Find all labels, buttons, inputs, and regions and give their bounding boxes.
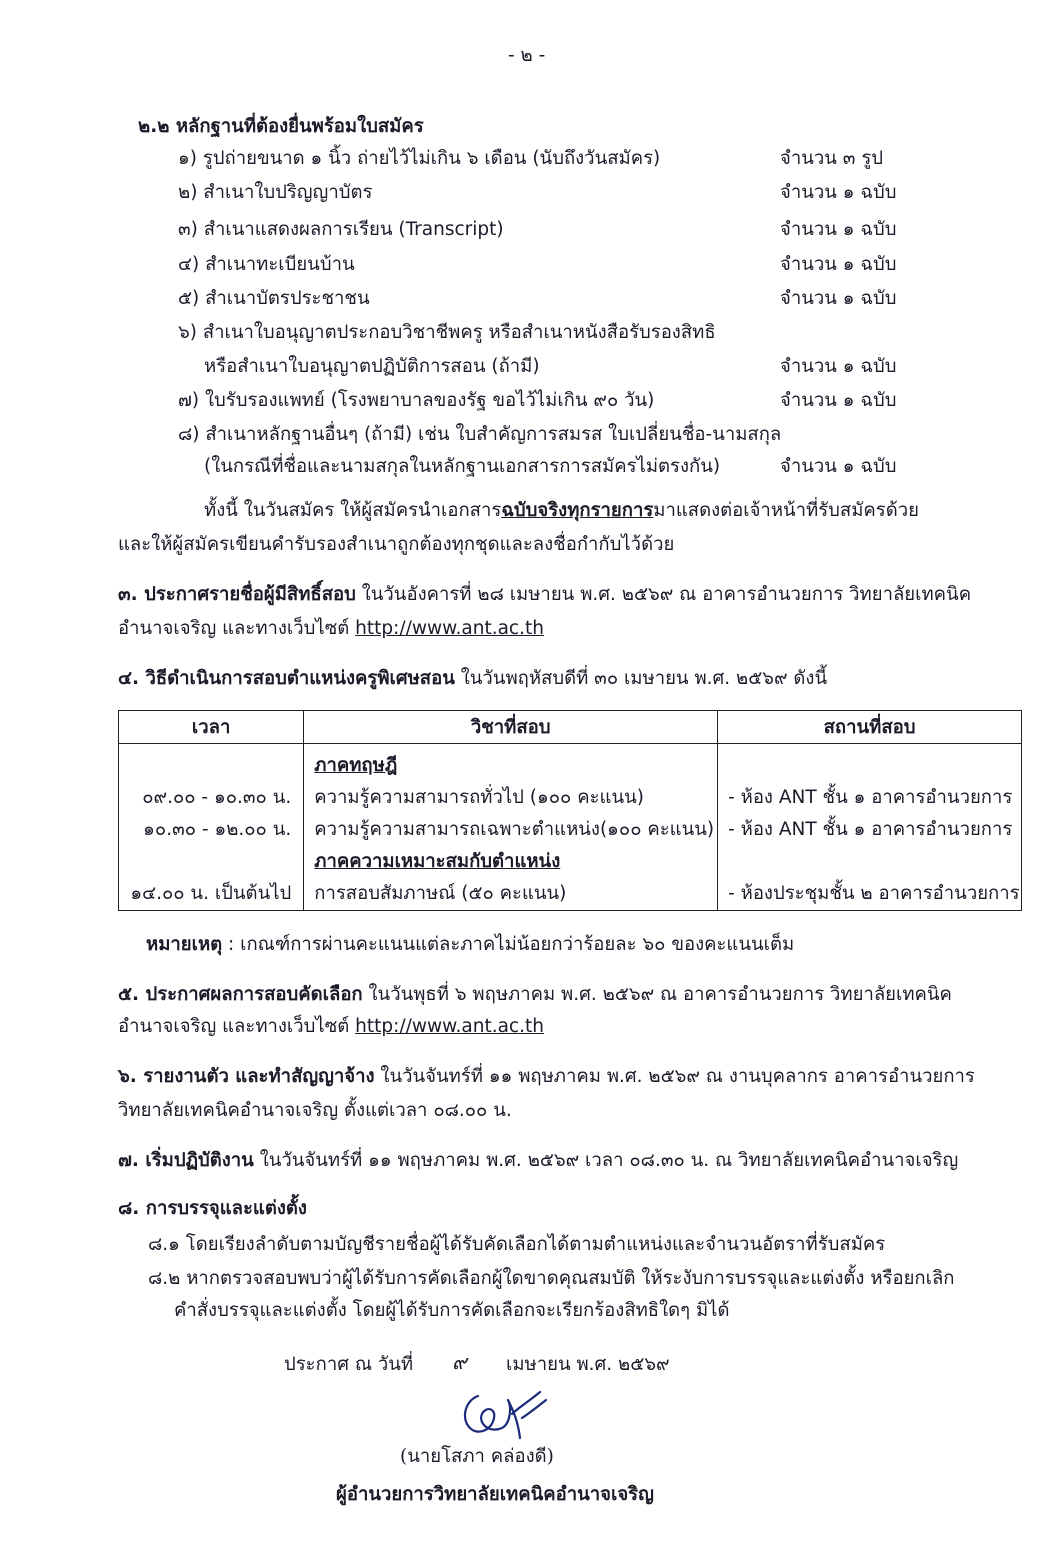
list-item: ๕) สำเนาบัตรประชาชน [178,288,370,309]
section-4-text: ในวันพฤหัสบดีที่ ๓๐ เมษายน พ.ศ. ๒๕๖๙ ดังนี้ [454,668,828,689]
place-cell [718,744,1022,911]
document-note-line2: และให้ผู้สมัครเขียนคำรับรองสำเนาถูกต้องทุกชุดและลงชื่อกำกับไว้ด้วย [118,534,675,555]
list-item: ๗) ใบรับรองแพทย์ (โรงพยาบาลของรัฐ ขอไว้ไม่เกิน ๙๐ วัน) [178,390,655,411]
remark [146,936,794,955]
section-3-line2 [118,620,544,639]
list-item-line2: หรือสำเนาใบอนุญาตปฏิบัติการสอน (ถ้ามี) [204,356,540,377]
list-item-qty: จำนวน ๓ รูป [780,148,883,169]
table-header-row [119,711,1022,744]
remark-text: : เกณฑ์การผ่านคะแนนแต่ละภาคไม่น้อยกว่าร้อยละ ๖๐ ของคะแนนเต็ม [222,934,795,955]
list-item: ๓) สำเนาแสดงผลการเรียน (Transcript) [178,219,504,240]
section-6-text: ในวันจันทร์ที่ ๑๑ พฤษภาคม พ.ศ. ๒๕๖๙ ณ งานบุคลากร อาคารอำนวยการ [374,1066,975,1087]
list-item-qty: จำนวน ๑ ฉบับ [780,254,897,275]
section-8-heading: ๘. การบรรจุและแต่งตั้ง [118,1198,307,1219]
list-item: ๑) รูปถ่ายขนาด ๑ นิ้ว ถ่ายไว้ไม่เกิน ๖ เดือน (นับถึงวันสมัคร) [178,148,661,169]
section-3 [118,586,971,605]
list-item-qty: จำนวน ๑ ฉบับ [780,219,897,240]
section-2-2-heading: ๒.๒ หลักฐานที่ต้องยื่นพร้อมใบสมัคร [138,116,424,137]
section-5-heading: ๕. ประกาศผลการสอบคัดเลือก [118,984,363,1005]
section-8-item-2-line2: คำสั่งบรรจุและแต่งตั้ง โดยผู้ได้รับการคัดเลือกจะเรียกร้องสิทธิใดๆ มิได้ [174,1300,730,1321]
section-3-text: อำนาจเจริญ และทางเว็บไซต์ [118,618,356,639]
section-7-heading: ๗. เริ่มปฏิบัติงาน [118,1150,254,1171]
list-item: ๔) สำเนาทะเบียนบ้าน [178,254,355,275]
list-item-qty: จำนวน ๑ ฉบับ [780,456,897,477]
list-item: ๒) สำเนาใบปริญญาบัตร [178,182,373,203]
section-7-text: ในวันจันทร์ที่ ๑๑ พฤษภาคม พ.ศ. ๒๕๖๙ เวลา ๐๘.๓๐ น. ณ วิทยาลัยเทคนิคอำนาจเจริญ [253,1150,959,1171]
section-label-suitability: ภาคความเหมาะสมกับตำแหน่ง [314,851,561,872]
table-cell: การสอบสัมภาษณ์ (๕๐ คะแนน) [314,883,567,904]
announce-day: ๙ [452,1350,467,1374]
table-cell: ความรู้ความสามารถทั่วไป (๑๐๐ คะแนน) [314,787,644,808]
time-cell [119,744,304,911]
column-header-subject: วิชาที่สอบ [304,711,718,744]
table-row [119,744,1022,911]
signatory-name: (นายโสภา คล่องดี) [400,1446,554,1467]
section-5-text: ในวันพุธที่ ๖ พฤษภาคม พ.ศ. ๒๕๖๙ ณ อาคารอำนวยการ วิทยาลัยเทคนิค [362,984,952,1005]
section-5-text: อำนาจเจริญ และทางเว็บไซต์ [118,1016,356,1037]
section-5-line2 [118,1018,544,1037]
section-label-theory: ภาคทฤษฎี [314,755,398,776]
section-8-item-1: ๘.๑ โดยเรียงลำดับตามบัญชีรายชื่อผู้ได้รับคัดเลือกได้ตามตำแหน่งและจำนวนอัตราที่รับสมัคร [148,1234,886,1255]
document-note [204,502,919,521]
list-item: ๖) สำเนาใบอนุญาตประกอบวิชาชีพครู หรือสำเนาหนังสือรับรองสิทธิ [178,322,716,343]
section-6-line2: วิทยาลัยเทคนิคอำนาจเจริญ ตั้งแต่เวลา ๐๘.๐๐ น. [118,1100,512,1121]
section-8-item-2: ๘.๒ หากตรวจสอบพบว่าผู้ได้รับการคัดเลือกผู้ใดขาดคุณสมบัติ ให้ระงับการบรรจุและแต่งตั้ง หรือยกเลิก [148,1268,955,1289]
table-cell: - ห้อง ANT ชั้น ๑ อาคารอำนวยการ [728,787,1013,808]
table-cell: - ห้องประชุมชั้น ๒ อาคารอำนวยการ [728,883,1020,904]
table-cell: ๑๔.๐๐ น. เป็นต้นไป [130,883,292,904]
column-header-place: สถานที่สอบ [718,711,1022,744]
note-text: มาแสดงต่อเจ้าหน้าที่รับสมัครด้วย [653,500,919,521]
column-header-time: เวลา [119,711,304,744]
signature-image [448,1378,558,1448]
table-cell: ความรู้ความสามารถเฉพาะตำแหน่ง(๑๐๐ คะแนน) [314,819,715,840]
subject-cell [304,744,718,911]
website-link[interactable]: http://www.ant.ac.th [355,618,544,639]
section-3-text: ในวันอังคารที่ ๒๘ เมษายน พ.ศ. ๒๕๖๙ ณ อาคารอำนวยการ วิทยาลัยเทคนิค [355,584,972,605]
section-4 [118,670,827,689]
list-item-qty: จำนวน ๑ ฉบับ [780,182,897,203]
table-cell: ๑๐.๓๐ - ๑๒.๐๐ น. [143,819,292,840]
note-text: ทั้งนี้ ในวันสมัคร ให้ผู้สมัครนำเอกสาร [204,500,502,521]
section-4-heading: ๔. วิธีดำเนินการสอบตำแหน่งครูพิเศษสอน [118,668,455,689]
section-5 [118,986,952,1005]
announce-label: ประกาศ ณ วันที่ [284,1354,414,1375]
remark-label: หมายเหตุ [146,934,223,955]
website-link[interactable]: http://www.ant.ac.th [355,1016,544,1037]
note-emphasis: ฉบับจริงทุกรายการ [501,500,654,521]
list-item-line2: (ในกรณีที่ชื่อและนามสกุลในหลักฐานเอกสารการสมัครไม่ตรงกัน) [204,456,721,477]
table-cell: - ห้อง ANT ชั้น ๑ อาคารอำนวยการ [728,819,1013,840]
list-item-qty: จำนวน ๑ ฉบับ [780,356,897,377]
list-item: ๘) สำเนาหลักฐานอื่นๆ (ถ้ามี) เช่น ใบสำคัญการสมรส ใบเปลี่ยนชื่อ-นามสกุล [178,424,782,445]
section-6-heading: ๖. รายงานตัว และทำสัญญาจ้าง [118,1066,375,1087]
list-item-qty: จำนวน ๑ ฉบับ [780,288,897,309]
page-number: - ๒ - [508,45,546,66]
section-6 [118,1068,975,1087]
signatory-position: ผู้อำนวยการวิทยาลัยเทคนิคอำนาจเจริญ [336,1484,654,1505]
table-cell: ๐๙.๐๐ - ๑๐.๓๐ น. [142,787,292,808]
list-item-qty: จำนวน ๑ ฉบับ [780,390,897,411]
exam-schedule-table [118,710,1022,911]
section-7 [118,1152,958,1171]
section-3-heading: ๓. ประกาศรายชื่อผู้มีสิทธิ์สอบ [118,584,356,605]
announce-month-year: เมษายน พ.ศ. ๒๕๖๙ [506,1354,670,1375]
